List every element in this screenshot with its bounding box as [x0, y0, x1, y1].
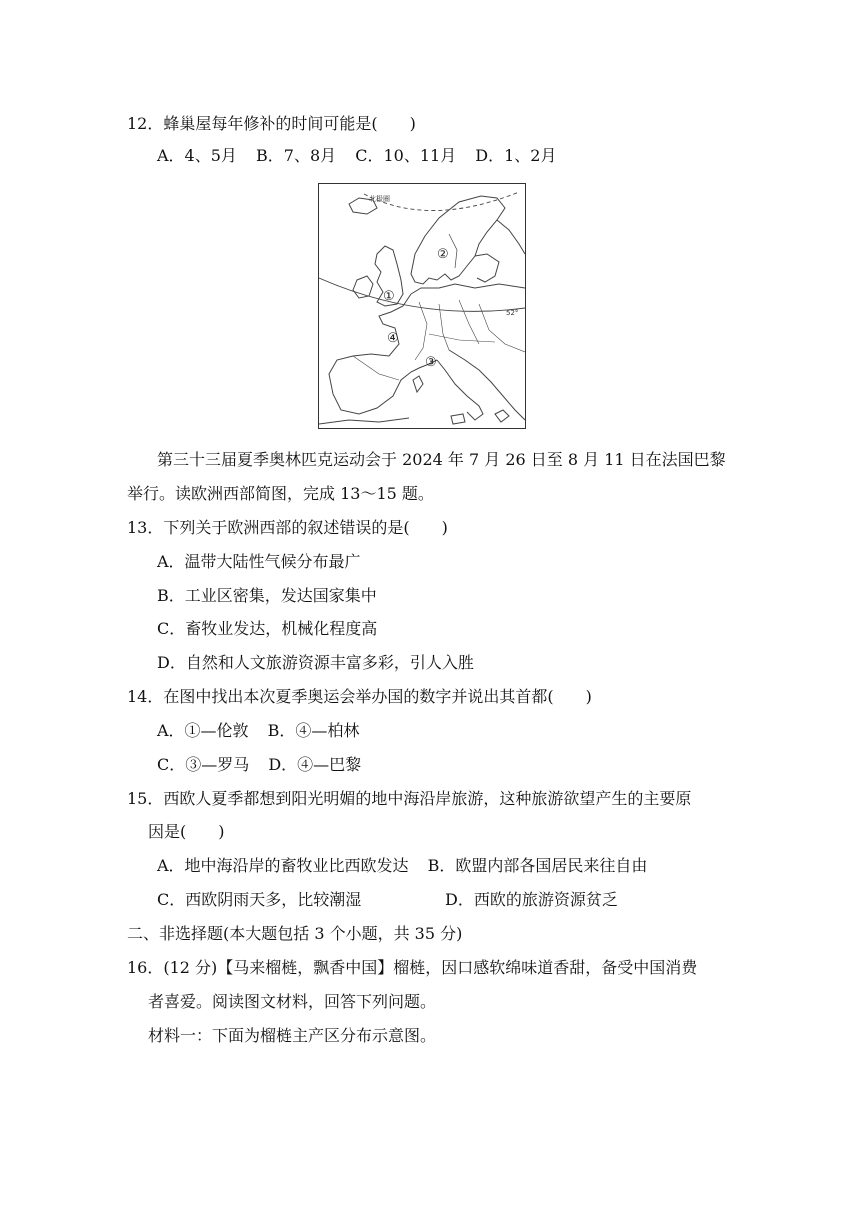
section-2-heading: 二、非选择题(本大题包括 3 个小题，共 35 分): [127, 924, 463, 943]
option-a: A．①—伦敦: [157, 721, 249, 740]
question-13-stem: 13．下列关于欧洲西部的叙述错误的是( ): [127, 518, 448, 537]
question-13-option-d: D．自然和人文旅游资源丰富多彩，引人入胜: [157, 653, 474, 672]
option-b: B．7、8月: [256, 146, 337, 165]
latitude-label: 52°: [506, 309, 519, 317]
question-15-stem-line-1: 15．西欧人夏季都想到阳光明媚的地中海沿岸旅游，这种旅游欲望产生的主要原: [127, 789, 692, 808]
question-13-option-a: A．温带大陆性气候分布最广: [157, 552, 361, 571]
map-drawing: [319, 184, 526, 429]
intro-line-2: 举行。读欧洲西部简图，完成 13～15 题。: [127, 484, 434, 503]
option-a: A．4、5月: [157, 146, 237, 165]
question-12-options: [157, 145, 557, 167]
question-15-options-cd: [157, 889, 618, 911]
question-15-options-ab: [157, 855, 647, 877]
question-14-options-ab: [157, 720, 359, 742]
question-13-option-b: B．工业区密集，发达国家集中: [157, 586, 377, 605]
option-d: D．西欧的旅游资源贫乏: [445, 890, 618, 909]
option-c: C．③—罗马: [157, 755, 250, 774]
question-14-stem: 14．在图中找出本次夏季奥运会举办国的数字并说出其首都( ): [127, 687, 592, 706]
marker-4: ④: [387, 331, 399, 346]
marker-2: ②: [437, 247, 449, 262]
western-europe-map: [318, 183, 526, 429]
question-15-stem-line-2: 因是( ): [148, 822, 225, 841]
option-d: D．1、2月: [475, 146, 557, 165]
option-c: C．西欧阴雨天多，比较潮湿: [157, 890, 362, 909]
marker-3: ③: [425, 355, 437, 370]
question-16-stem-line-2: 者喜爱。阅读图文材料，回答下列问题。: [148, 992, 437, 1011]
arctic-circle-label: 北极圈: [369, 195, 390, 203]
option-d: D．④—巴黎: [268, 755, 362, 774]
option-b: B．欧盟内部各国居民来往自由: [427, 856, 648, 875]
option-c: C．10、11月: [355, 146, 457, 165]
question-13-option-c: C．畜牧业发达，机械化程度高: [157, 619, 378, 638]
option-a: A．地中海沿岸的畜牧业比西欧发达: [157, 856, 409, 875]
question-14-options-cd: [157, 754, 361, 776]
question-12-stem: 12．蜂巢屋每年修补的时间可能是( ): [127, 114, 416, 133]
question-16-stem-line-1: 16．(12 分)【马来榴梿，飘香中国】榴梿，因口感软绵味道香甜，备受中国消费: [127, 958, 698, 977]
option-b: B．④—柏林: [267, 721, 360, 740]
question-16-material-1: 材料一：下面为榴梿主产区分布示意图。: [148, 1026, 437, 1045]
intro-line-1: 第三十三届夏季奥林匹克运动会于 2024 年 7 月 26 日至 8 月 11 日在法国巴黎: [157, 450, 726, 469]
marker-1: ①: [383, 289, 395, 304]
